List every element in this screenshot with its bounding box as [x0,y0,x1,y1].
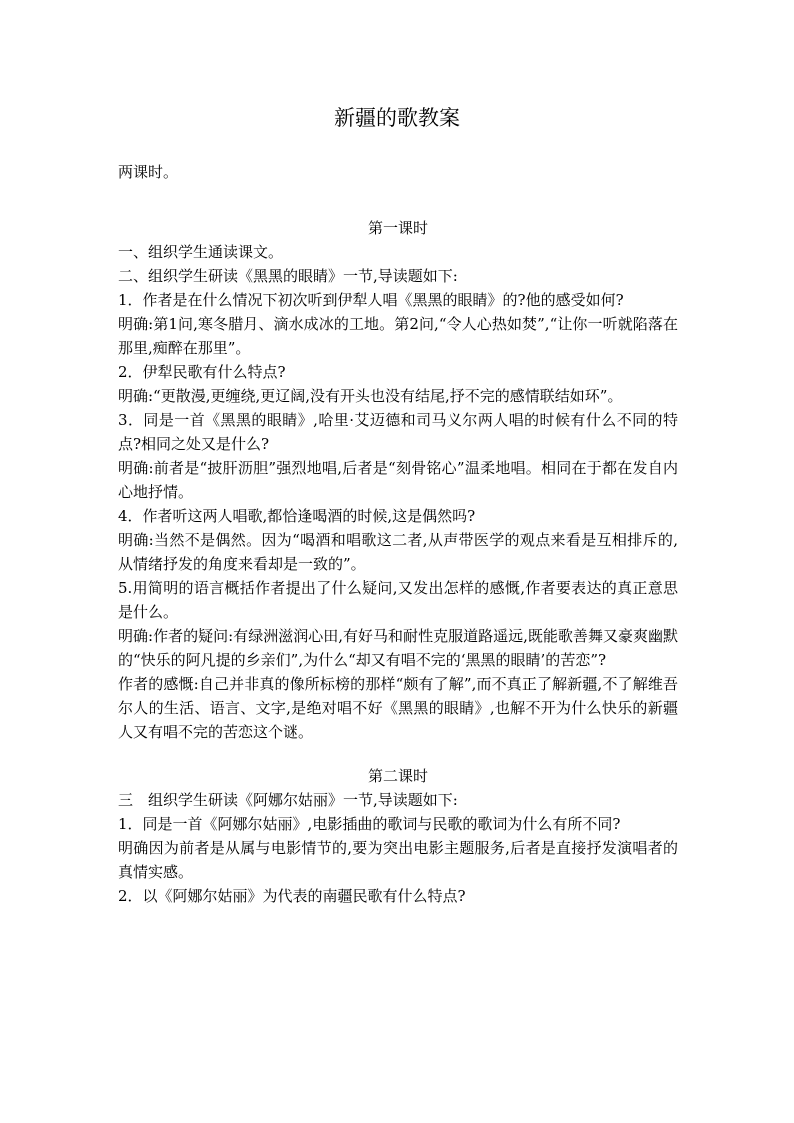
lesson2-paragraph: 三 组织学生研读《阿娜尔姑丽》一节,导读题如下: [118,791,458,809]
spacer [118,744,678,764]
lesson2-question: 2．以《阿娜尔姑丽》为代表的南疆民歌有什么特点? [118,887,466,905]
lesson1-question: 5.用简明的语言概括作者提出了什么疑问,又发出怎样的感慨,作者要表达的真正意思是什么。 [118,579,678,621]
intro-text: 两课时。 [118,163,179,181]
lesson1-answer: 明确:“更散漫,更缠绕,更辽阔,没有开头也没有结尾,抒不完的感情联结如环”。 [118,387,623,405]
spacer [118,184,678,216]
lesson1-answer: 明确:作者的疑问:有绿洲滋润心田,有好马和耐性克服道路遥远,既能歌善舞又豪爽幽默的“快乐的阿凡提的乡亲们”,为什么“却又有唱不完的‘黑黑的眼睛’的苦恋”? [118,627,678,669]
lesson1-paragraph: 二、组织学生研读《黑黑的眼睛》一节,导读题如下: [118,267,458,285]
lesson2-answer: 明确因为前者是从属与电影情节的,要为突出电影主题服务,后者是直接抒发演唱者的真情实感。 [118,839,678,881]
lesson1-question: 4．作者听这两人唱歌,都恰逢喝酒的时候,这是偶然吗? [118,507,476,525]
lesson1-answer: 明确:第1问,寒冬腊月、滴水成冰的工地。第2问,“令人心热如焚”,“让你一听就陷落在那里,痴醉在那里”。 [118,315,678,357]
document-body [118,160,678,908]
lesson1-answer: 作者的感慨:自己并非真的像所标榜的那样“颇有了解”,而不真正了解新疆,不了解维吾尔人的生活、语言、文字,是绝对唱不好《黑黑的眼睛》,也解不开为什么快乐的新疆人又有唱不完的苦恋这个谜。 [118,675,678,741]
lesson1-question: 2．伊犁民歌有什么特点? [118,363,286,381]
lesson1-paragraph: 一、组织学生通读课文。 [118,243,284,261]
lesson1-question: 1．作者是在什么情况下初次听到伊犁人唱《黑黑的眼睛》的?他的感受如何? [118,291,624,309]
lesson1-question: 3．同是一首《黑黑的眼睛》,哈里·艾迈德和司马义尔两人唱的时候有什么不同的特点?相同之处又是什么? [118,411,678,453]
lesson1-answer: 明确:前者是“披肝沥胆”强烈地唱,后者是“刻骨铭心”温柔地唱。相同在于都在发自内心地抒情。 [118,459,678,501]
lesson2-question: 1．同是一首《阿娜尔姑丽》,电影插曲的歌词与民歌的歌词为什么有所不同? [118,815,621,833]
lesson1-heading: 第一课时 [367,219,428,237]
document-title: 新疆的歌教案 [334,106,460,130]
lesson2-heading: 第二课时 [367,767,428,785]
lesson1-answer: 明确:当然不是偶然。因为“喝酒和唱歌这二者,从声带医学的观点来看是互相排斥的,从情绪抒发的角度来看却是一致的”。 [118,531,678,573]
